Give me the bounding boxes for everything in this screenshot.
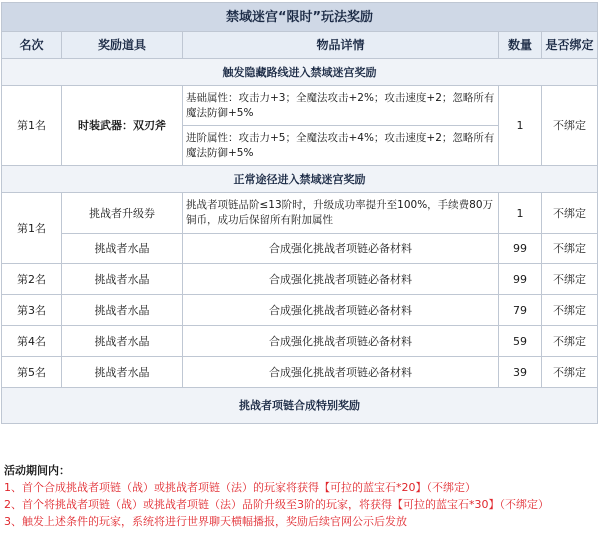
section-title: 正常途径进入禁域迷宫奖励 [2, 166, 598, 193]
bind-cell: 不绑定 [542, 295, 598, 326]
item-cell: 挑战者水晶 [62, 264, 183, 295]
bind-cell: 不绑定 [542, 357, 598, 388]
section-normal-route [2, 166, 598, 193]
qty-cell: 99 [499, 264, 542, 295]
rank-cell: 第4名 [2, 326, 62, 357]
table-row [2, 326, 598, 357]
detail-cell: 合成强化挑战者项链必备材料 [183, 326, 499, 357]
section-hidden-route [2, 59, 598, 86]
header-row [2, 32, 598, 59]
section-title: 挑战者项链合成特别奖励 [2, 388, 598, 424]
detail-cell: 进阶属性：攻击力+5；全魔法攻击+4%；攻击速度+2；忽略所有魔法防御+5% [183, 126, 499, 166]
bind-cell: 不绑定 [542, 86, 598, 166]
event-notes [4, 462, 594, 530]
item-cell: 挑战者水晶 [62, 295, 183, 326]
table-title-row [2, 3, 598, 32]
table-title: 禁域迷宫“限时”玩法奖励 [2, 3, 598, 32]
rank-cell: 第5名 [2, 357, 62, 388]
qty-cell: 79 [499, 295, 542, 326]
qty-cell: 1 [499, 86, 542, 166]
rank-cell: 第2名 [2, 264, 62, 295]
rank-cell: 第1名 [2, 193, 62, 264]
table-row [2, 264, 598, 295]
detail-cell: 合成强化挑战者项链必备材料 [183, 295, 499, 326]
detail-cell: 挑战者项链品阶≤13阶时，升级成功率提升至100%，手续费80万铜币，成功后保留所有附加属性 [183, 193, 499, 234]
qty-cell: 39 [499, 357, 542, 388]
header-rank: 名次 [2, 32, 62, 59]
section-special-reward [2, 388, 598, 424]
detail-cell: 合成强化挑战者项链必备材料 [183, 357, 499, 388]
section-title: 触发隐藏路线进入禁域迷宫奖励 [2, 59, 598, 86]
item-cell: 挑战者升级券 [62, 193, 183, 234]
header-item: 奖励道具 [62, 32, 183, 59]
detail-cell: 合成强化挑战者项链必备材料 [183, 264, 499, 295]
note-item: 3、触发上述条件的玩家，系统将进行世界聊天横幅播报，奖励后续官网公示后发放 [4, 515, 407, 528]
table-row [2, 234, 598, 264]
rank-cell: 第3名 [2, 295, 62, 326]
bind-cell: 不绑定 [542, 234, 598, 264]
bind-cell: 不绑定 [542, 264, 598, 295]
detail-cell: 基础属性：攻击力+3；全魔法攻击+2%；攻击速度+2；忽略所有魔法防御+5% [183, 86, 499, 126]
qty-cell: 1 [499, 193, 542, 234]
item-cell: 挑战者水晶 [62, 234, 183, 264]
qty-cell: 99 [499, 234, 542, 264]
table-row [2, 357, 598, 388]
note-item: 2、首个将挑战者项链（战）或挑战者项链（法）品阶升级至3阶的玩家，将获得【可拉的蓝宝石*30】（不绑定） [4, 498, 549, 511]
detail-cell: 合成强化挑战者项链必备材料 [183, 234, 499, 264]
item-cell: 时装武器：双刃斧 [62, 86, 183, 166]
qty-cell: 59 [499, 326, 542, 357]
reward-table [1, 2, 598, 424]
table-row [2, 193, 598, 234]
bind-cell: 不绑定 [542, 326, 598, 357]
header-qty: 数量 [499, 32, 542, 59]
bind-cell: 不绑定 [542, 193, 598, 234]
header-details: 物品详情 [183, 32, 499, 59]
header-bind: 是否绑定 [542, 32, 598, 59]
note-item: 1、首个合成挑战者项链（战）或挑战者项链（法）的玩家将获得【可拉的蓝宝石*20】（不绑定） [4, 481, 476, 494]
item-cell: 挑战者水晶 [62, 357, 183, 388]
table-row [2, 86, 598, 126]
notes-header: 活动期间内： [4, 464, 70, 477]
item-cell: 挑战者水晶 [62, 326, 183, 357]
rank-cell: 第1名 [2, 86, 62, 166]
table-row [2, 295, 598, 326]
